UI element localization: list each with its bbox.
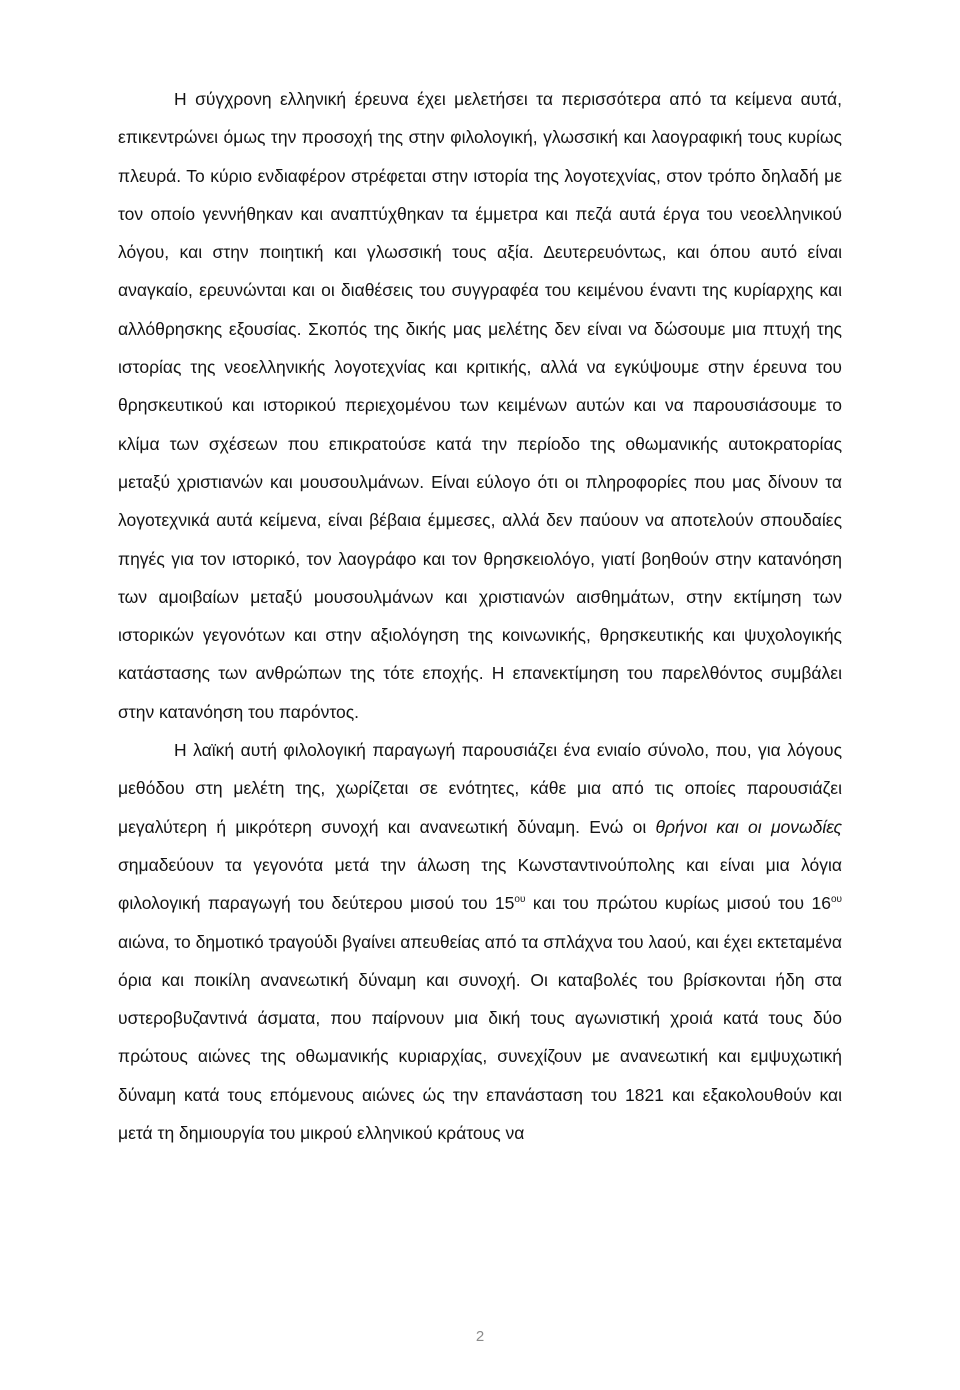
paragraph-2-text-3: και του πρώτου κυρίως μισού του 16: [525, 893, 831, 914]
ordinal-superscript-2: ου: [830, 894, 842, 906]
document-body: [118, 80, 842, 1152]
paragraph-2-text-4: αιώνα, το δημοτικό τραγούδι βγαίνει απευθείας από τα σπλάχνα του λαού, και έχει εκτεταμένα όρια και ποικίλη ανανεωτική δύναμη και συνοχή. Οι καταβολές του βρίσκονται ήδη στα υστεροβυζαντινά άσματα, που παίρνουν μια δική τους αγωνιστική χροιά κατά τους δύο πρώτους αιώνες της οθωμανικής κυριαρχίας, συνεχίζουν με ανανεωτική και εμψυχωτική δύναμη κατά τους επόμενους αιώνες ώς την επανάσταση του 1821 και εξακολουθούν και μετά τη δημιουργία του μικρού ελληνικού κράτους να: [118, 931, 842, 1144]
ordinal-superscript-1: ου: [514, 894, 526, 906]
paragraph-2-text-1: Η λαϊκή αυτή φιλολογική παραγωγή παρουσιάζει ένα ενιαίο σύνολο, που, για λόγους μεθόδου στη μελέτη της, χωρίζεται σε ενότητες, κάθε μια από τις οποίες παρουσιάζει μεγαλύτερη ή μικρότερη συνοχή και ανανεωτική δύναμη. Ενώ οι: [118, 740, 842, 837]
paragraph-2-text-2: σημαδεύουν τα γεγονότα μετά την άλωση της Κωνσταντινούπολης και είναι μια λόγια φιλολογική παραγωγή του δεύτερου μισού του 15: [118, 854, 842, 914]
paragraph-1: Η σύγχρονη ελληνική έρευνα έχει μελετήσει τα περισσότερα από τα κείμενα αυτά, επικεντρώνει όμως την προσοχή της στην φιλολογική, γλωσσική και λαογραφική τους κυρίως πλευρά. Το κύριο ενδιαφέρον στρέφεται στην ιστορία της λογοτεχνίας, στον τρόπο δηλαδή με τον οποίο γεννήθηκαν και αναπτύχθηκαν τα έμμετρα και πεζά αυτά έργα του νεοελληνικού λόγου, και στην ποιητική και γλωσσική τους αξία. Δευτερευόντως, και όπου αυτό είναι αναγκαίο, ερευνώνται και οι διαθέσεις του συγγραφέα του κειμένου έναντι της κυρίαρχης και αλλόθρησκης εξουσίας. Σκοπός της δικής μας μελέτης δεν είναι να δώσουμε μια πτυχή της ιστορίας της νεοελληνικής λογοτεχνίας και κριτικής, αλλά να εγκύψουμε στην έρευνα του θρησκευτικού και ιστορικού περιεχομένου των κειμένων αυτών και να παρουσιάσουμε το κλίμα των σχέσεων που επικρατούσε κατά την περίοδο της οθωμανικής αυτοκρατορίας μεταξύ χριστιανών και μουσουλμάνων. Είναι εύλογο ότι οι πληροφορίες που μας δίνουν τα λογοτεχνικά αυτά κείμενα, είναι βέβαια έμμεσες, αλλά δεν παύουν να αποτελούν σπουδαίες πηγές για τον ιστορικό, τον λαογράφο και τον θρησκειολόγο, γιατί βοηθούν στην κατανόηση των αμοιβαίων μεταξύ μουσουλμάνων και χριστιανών αισθημάτων, στην εκτίμηση των ιστορικών γεγονότων και στην αξιολόγηση της κοινωνικής, θρησκευτικής και ψυχολογικής κατάστασης των ανθρώπων της τότε εποχής. Η επανεκτίμηση του παρελθόντος συμβάλει στην κατανόηση του παρόντος.: [118, 89, 842, 722]
paragraph-2: [118, 731, 842, 1152]
page-number: 2: [475, 1328, 485, 1345]
paragraph-2-italic-title: θρήνοι και οι μονωδίες: [655, 816, 842, 837]
